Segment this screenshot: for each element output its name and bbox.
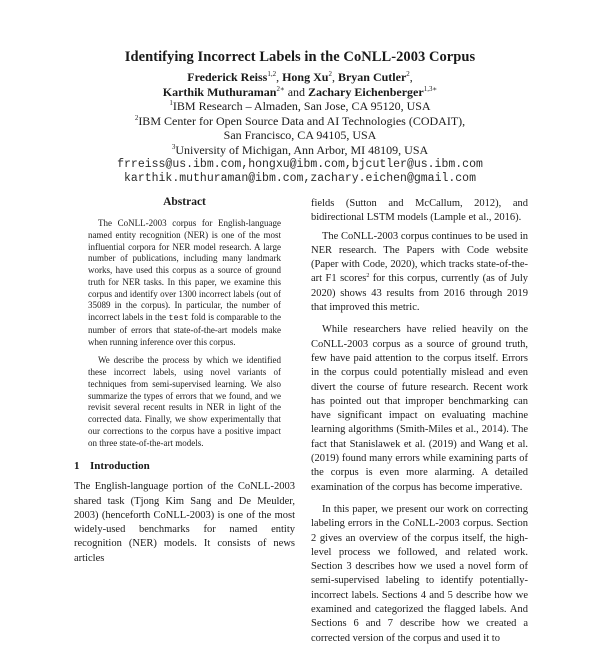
paper-title: Identifying Incorrect Labels in the CoNLL-2003 Corpus (124, 49, 476, 65)
abstract-heading: Abstract (163, 196, 206, 208)
affil-text: IBM Center for Open Source Data and AI Technologies (CODAIT), (138, 113, 466, 128)
abstract-body (88, 218, 281, 449)
section-heading-introduction (74, 460, 295, 472)
author-name: Hong Xu (282, 70, 329, 84)
affiliation-2 (0, 114, 600, 129)
body-paragraph: The English-language portion of the CoNLL-2003 shared task (Tjong Kim Sang and De Meulder, 2003) (henceforth CoNLL-2003) is one of the most widely-used benchmarks for named entity recognition (NER) models. It consists of news articles (74, 481, 295, 564)
abstract-text: The CoNLL-2003 corpus for English-language named entity recognition (NER) is one of the most influential corpora for NER model research. A large number of publications, including many landmark works, have used this corpus as a source of ground truth for NER tasks. In this paper, we examine this corpus and identify over 1300 incorrect labels (out of 35089 in the corpus). In particular, the number of incorrect labels in the (88, 218, 281, 322)
author-affil-mark: 1,2 (267, 70, 277, 78)
abstract-paragraph (88, 218, 281, 348)
author-separator: , (276, 70, 280, 84)
author-separator: , (331, 70, 335, 84)
body-paragraph (311, 230, 528, 316)
author-affil-mark: 1,3∗ (423, 84, 438, 93)
right-column-body (311, 197, 528, 646)
emails-line-1: frreiss@us.ibm.com,hongxu@ibm.com,bjcutler@us.ibm.com (117, 157, 483, 171)
author-name: Bryan Cutler (337, 70, 407, 84)
abstract-paragraph: We describe the process by which we identified these incorrect labels, using novel variants of techniques from semi-supervised learning. We also summarize the types of errors that we found, and we revisit several recent results in NER in light of the corrected data. Finally, we show experimentally that our corrections to the corpus have a positive impact on three state-of-the-art models. (88, 355, 281, 448)
author-line-2 (0, 85, 600, 100)
footnote-mark: 2 (366, 273, 370, 280)
author-name: Frederick Reiss (187, 70, 268, 84)
affiliation-3 (0, 143, 600, 158)
section-title: Introduction (90, 460, 150, 473)
author-name: Zachary Eichenberger (308, 84, 424, 99)
abstract-text: fold is comparable to the number of errors that state-of-the-art models make when running inference over this corpus. (88, 312, 282, 347)
author-affil-mark: 2 (328, 70, 332, 78)
section-number: 1 (74, 460, 80, 473)
affil-text: IBM Research – Almaden, San Jose, CA 95120, USA (172, 99, 431, 114)
body-text-run: The CoNLL-2003 corpus continues to be used in NER research. The Papers with Code website (Paper with Code, 2020), which tracks state-of-the-art F1 scores (311, 230, 528, 285)
author-separator: , (409, 70, 413, 84)
author-affil-mark: 2 (406, 70, 410, 78)
affil-mark: 3 (171, 142, 176, 151)
code-term: test (168, 313, 189, 323)
author-and: and (287, 84, 306, 99)
left-column (74, 196, 295, 574)
affiliation-2-cont: San Francisco, CA 94105, USA (223, 128, 377, 143)
affiliation-1 (0, 99, 600, 114)
author-name: Karthik Muthuraman (162, 84, 277, 99)
author-line-1 (0, 70, 600, 85)
affil-text: University of Michigan, Ann Arbor, MI 48109, USA (175, 142, 429, 157)
author-affil-mark: 2∗ (276, 84, 285, 93)
emails-line-2: karthik.muthuraman@ibm.com,zachary.eichen@gmail.com (124, 172, 476, 186)
author-block (0, 70, 600, 187)
body-text-run: for this corpus, currently (as of July 2020) shows 43 results from 2016 through 2019 that improved this metric. (311, 273, 528, 314)
affil-mark: 1 (169, 99, 173, 108)
affil-mark: 2 (134, 113, 139, 122)
body-paragraph: In this paper, we present our work on correcting labeling errors in the CoNLL-2003 corpus. Section 2 gives an overview of the corpus itself, the high-level process we followed, and related work. Section 3 describes how we used a novel form of semi-supervised labeling to identify potentially-incorrect labels. Sections 4 and 5 describe how we examined and categorized the flagged labels. And Sections 6 and 7 describe how we created a corrected version of the corpus and used it to (311, 503, 528, 644)
intro-body (74, 480, 295, 566)
right-column (311, 197, 528, 654)
body-paragraph: While researchers have relied heavily on the CoNLL-2003 corpus as a source of ground truth, few have paid attention to the corpus itself. Errors in the corpus could potentially mislead and even divert the course of future research. Recent work has pointed out that improper benchmarking can have significant impact on evaluating machine learning algorithms (Smith-Miles et al., 2014). The fact that Stanislawek et al. (2019) and Wang et al. (2019) found many errors while examining parts of the corpus is even more alarming. A detailed examination of the corpus has become imperative. (311, 324, 528, 493)
body-paragraph: fields (Sutton and McCallum, 2012), and bidirectional LSTM models (Lample et al., 2016). (311, 198, 528, 224)
